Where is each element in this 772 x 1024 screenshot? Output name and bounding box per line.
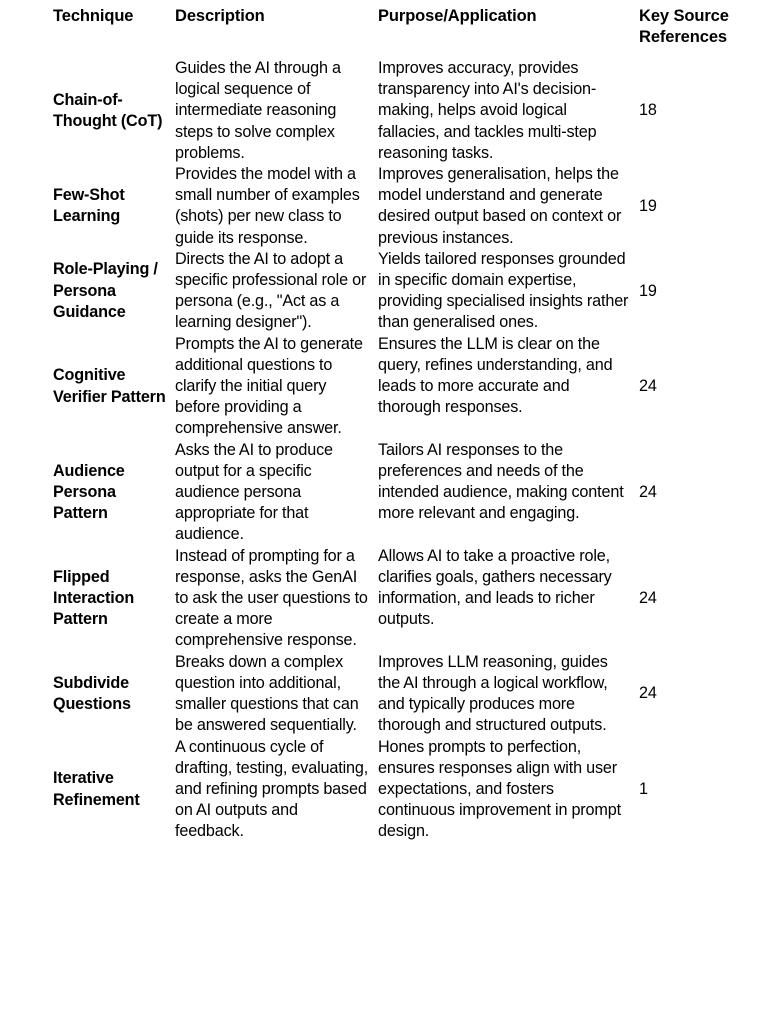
- table-row: [53, 652, 738, 737]
- table-row: [53, 546, 738, 652]
- cell-key-source-references: 19: [639, 196, 657, 215]
- cell-key-source-references: 1: [639, 779, 648, 798]
- cell-technique: Flipped Interaction Pattern: [53, 567, 135, 629]
- cell-purpose: Yields tailored responses grounded in specific domain expertise, providing specialised insights rather than generalised ones.: [378, 249, 629, 332]
- cell-purpose: Improves accuracy, provides transparency into AI's decision-making, helps avoid logical fallacies, and tackles multi-step reasoning tasks.: [378, 59, 597, 162]
- cell-key-source-references: 24: [639, 589, 657, 608]
- cell-technique: Subdivide Questions: [53, 673, 131, 714]
- cell-key-source-references: 19: [639, 281, 657, 300]
- cell-description: Breaks down a complex question into additional, smaller questions that can be answered sequentially.: [175, 652, 359, 735]
- cell-description: Instead of prompting for a response, asks the GenAI to ask the user questions to create a more comprehensive response.: [175, 546, 368, 650]
- cell-description: Directs the AI to adopt a specific professional role or persona (e.g., "Act as a learning designer").: [175, 249, 367, 332]
- cell-purpose: Improves generalisation, helps the model understand and generate desired output based on context or previous instances.: [378, 165, 622, 247]
- column-header-technique: Technique: [53, 7, 134, 25]
- cell-description: Asks the AI to produce output for a specific audience persona appropriate for that audience.: [175, 440, 333, 544]
- cell-description: Guides the AI through a logical sequence of intermediate reasoning steps to solve complex problems.: [175, 59, 341, 162]
- cell-key-source-references: 24: [639, 483, 657, 502]
- table-row: [53, 440, 738, 546]
- table-body: [53, 58, 738, 843]
- cell-purpose: Allows AI to take a proactive role, clarifies goals, gathers necessary information, and leads to richer outputs.: [378, 546, 612, 629]
- cell-technique: Chain-of-Thought (CoT): [53, 90, 163, 130]
- cell-key-source-references: 24: [639, 377, 657, 396]
- cell-technique: Cognitive Verifier Pattern: [53, 366, 166, 406]
- cell-technique: Audience Persona Pattern: [53, 461, 125, 523]
- cell-purpose: Improves LLM reasoning, guides the AI through a logical workflow, and typically produces more thorough and structured outputs.: [378, 652, 608, 735]
- cell-description: Provides the model with a small number of examples (shots) per new class to guide its response.: [175, 165, 360, 247]
- cell-description: A continuous cycle of drafting, testing, evaluating, and refining prompts based on AI outputs and feedback.: [175, 737, 369, 841]
- cell-purpose: Hones prompts to perfection, ensures responses align with user expectations, and fosters continuous improvement in prompt design.: [378, 737, 621, 841]
- table-header-row: [53, 6, 738, 58]
- cell-technique: Role-Playing / Persona Guidance: [53, 260, 158, 321]
- table-row: [53, 737, 738, 843]
- table-row: [53, 58, 738, 164]
- cell-technique: Few-Shot Learning: [53, 186, 125, 226]
- column-header-key-source-references: Key Source References: [639, 7, 729, 46]
- cell-key-source-references: 24: [639, 684, 657, 703]
- column-header-description: Description: [175, 7, 265, 25]
- cell-purpose: Ensures the LLM is clear on the query, refines understanding, and leads to more accurate and thorough responses.: [378, 334, 613, 417]
- table-header: [53, 6, 738, 58]
- table-row: [53, 164, 738, 249]
- prompting-techniques-table: [53, 6, 738, 843]
- column-header-purpose: Purpose/Application: [378, 7, 537, 25]
- table-row: [53, 334, 738, 440]
- cell-description: Prompts the AI to generate additional questions to clarify the initial query before providing a comprehensive answer.: [175, 334, 363, 438]
- cell-purpose: Tailors AI responses to the preferences and needs of the intended audience, making content more relevant and engaging.: [378, 440, 624, 523]
- cell-technique: Iterative Refinement: [53, 769, 140, 809]
- cell-key-source-references: 18: [639, 101, 657, 120]
- table-row: [53, 249, 738, 334]
